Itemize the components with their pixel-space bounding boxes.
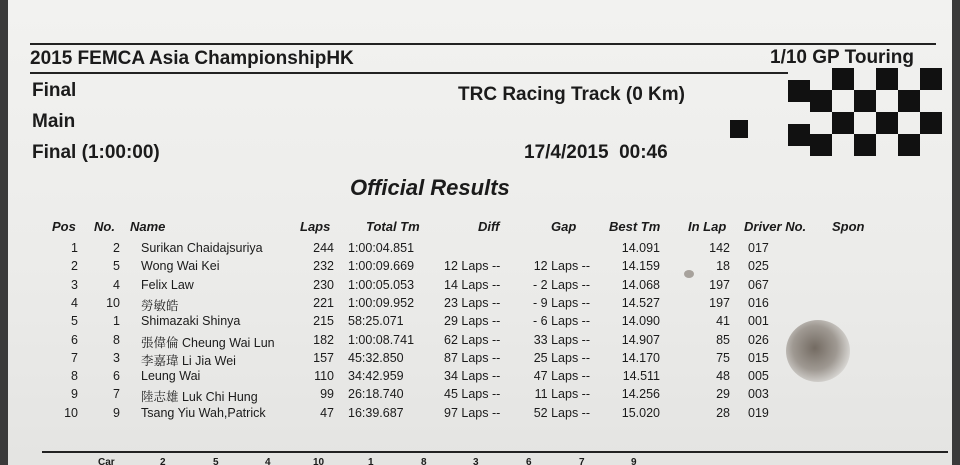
- cell-diff: 12 Laps --: [444, 259, 501, 274]
- small-black-square: [730, 120, 748, 138]
- footer-car-number: 9: [631, 457, 637, 465]
- cell-laps: 232: [313, 259, 334, 274]
- track-name: TRC Racing Track (0 Km): [458, 84, 685, 105]
- cell-driver: 019: [748, 405, 769, 420]
- page-heading: Official Results: [350, 175, 510, 200]
- cell-inlap: 29: [716, 387, 730, 402]
- date-time: 17/4/2015 00:46: [524, 142, 668, 163]
- results-sheet: [8, 0, 952, 465]
- footer-car-number: 7: [579, 457, 585, 465]
- cell-driver: 015: [748, 350, 769, 365]
- cell-pos: 4: [71, 295, 78, 310]
- flag-square: [898, 134, 920, 156]
- cell-laps: 221: [313, 295, 334, 310]
- cell-diff: 23 Laps --: [444, 295, 501, 310]
- cell-driver: 005: [748, 369, 769, 384]
- cell-no: 10: [106, 295, 120, 310]
- footer-car-number: 8: [421, 457, 427, 465]
- footer-car-number: 10: [313, 457, 325, 465]
- cell-name: 勞敏皓: [141, 298, 179, 313]
- cell-total: 58:25.071: [348, 314, 404, 329]
- cell-pos: 3: [71, 277, 78, 292]
- flag-square: [788, 80, 810, 102]
- cell-pos: 2: [71, 259, 78, 274]
- cell-pos: 1: [71, 241, 78, 255]
- col-no: No.: [94, 219, 115, 234]
- flag-square: [810, 134, 832, 156]
- cell-diff: 29 Laps --: [444, 314, 501, 329]
- cell-total: 16:39.687: [348, 405, 404, 420]
- cell-driver: 003: [748, 387, 769, 402]
- col-spon: Spon: [832, 219, 865, 234]
- cell-driver: 017: [748, 241, 769, 255]
- cell-laps: 182: [313, 332, 334, 347]
- flag-square: [854, 134, 876, 156]
- cell-gap: 25 Laps --: [533, 350, 590, 365]
- cell-gap: 47 Laps --: [533, 369, 590, 384]
- event-title: 2015 FEMCA Asia ChampionshipHK: [30, 48, 354, 69]
- cell-name: Shimazaki Shinya: [141, 314, 241, 329]
- cell-name: 張偉倫 Cheung Wai Lun: [141, 335, 275, 350]
- cell-no: 4: [113, 277, 120, 292]
- cell-inlap: 48: [716, 369, 730, 384]
- stain: [786, 320, 850, 382]
- flag-square: [876, 112, 898, 134]
- cell-diff: 87 Laps --: [444, 350, 501, 365]
- col-gap: Gap: [551, 219, 577, 234]
- cell-pos: 6: [71, 332, 78, 347]
- cell-pos: 5: [71, 314, 78, 329]
- cell-laps: 47: [320, 405, 334, 420]
- cell-inlap: 197: [709, 277, 730, 292]
- cell-no: 7: [113, 387, 120, 402]
- cell-best: 14.159: [621, 259, 660, 274]
- cell-name: 陸志雄 Luk Chi Hung: [141, 390, 258, 405]
- cell-gap: 33 Laps --: [533, 332, 590, 347]
- cell-total: 1:00:09.952: [348, 295, 415, 310]
- col-best: Best Tm: [609, 219, 661, 234]
- cell-inlap: 85: [716, 332, 730, 347]
- cell-no: 8: [113, 332, 120, 347]
- cell-best: 14.256: [621, 387, 660, 402]
- cell-laps: 157: [313, 350, 334, 365]
- cell-total: 1:00:04.851: [348, 241, 415, 255]
- group-name: Main: [32, 111, 76, 132]
- flag-square: [854, 90, 876, 112]
- cell-total: 1:00:09.669: [348, 259, 415, 274]
- cell-total: 34:42.959: [348, 369, 404, 384]
- cell-pos: 9: [71, 387, 78, 402]
- flag-square: [832, 112, 854, 134]
- cell-pos: 8: [71, 369, 78, 384]
- cell-gap: 11 Laps --: [534, 387, 590, 402]
- cell-name: Felix Law: [141, 277, 194, 292]
- cell-diff: 14 Laps --: [444, 277, 501, 292]
- cell-inlap: 197: [709, 295, 730, 310]
- cell-driver: 025: [748, 259, 769, 274]
- cell-diff: 34 Laps --: [444, 369, 501, 384]
- bottom-rule: [42, 451, 948, 453]
- cell-total: 1:00:05.053: [348, 277, 415, 292]
- cell-no: 1: [113, 314, 120, 329]
- col-total: Total Tm: [366, 219, 420, 234]
- footer-car-number: 6: [526, 457, 532, 465]
- cell-inlap: 142: [709, 241, 730, 255]
- cell-best: 14.068: [621, 277, 660, 292]
- cell-no: 6: [113, 369, 120, 384]
- cell-no: 5: [113, 259, 120, 274]
- col-driver: Driver No.: [744, 219, 807, 234]
- cell-diff: 97 Laps --: [444, 405, 501, 420]
- col-diff: Diff: [478, 219, 500, 234]
- cell-diff: 62 Laps --: [444, 332, 501, 347]
- cell-name: 李嘉瑋 Li Jia Wei: [141, 353, 236, 368]
- cell-name: Surikan Chaidajsuriya: [141, 241, 263, 255]
- flag-square: [832, 68, 854, 90]
- flag-square: [920, 112, 942, 134]
- footer-car-label: Car: [98, 457, 115, 465]
- footer-car-number: 1: [368, 457, 374, 465]
- flag-square: [876, 68, 898, 90]
- cell-no: 3: [113, 350, 120, 365]
- cell-best: 14.170: [621, 350, 660, 365]
- col-name: Name: [130, 219, 166, 234]
- cell-gap: - 9 Laps --: [533, 295, 590, 310]
- cell-diff: 45 Laps --: [444, 387, 501, 402]
- cell-gap: - 2 Laps --: [533, 277, 590, 292]
- cell-inlap: 18: [716, 259, 730, 274]
- cell-pos: 10: [64, 405, 78, 420]
- checkered-flag-icon: [788, 68, 942, 160]
- col-inlap: In Lap: [688, 219, 727, 234]
- cell-no: 9: [113, 405, 120, 420]
- cell-best: 14.091: [621, 241, 660, 255]
- col-laps: Laps: [300, 219, 331, 234]
- footer-car-number: 2: [160, 457, 166, 465]
- cell-total: 45:32.850: [348, 350, 404, 365]
- cell-name: Leung Wai: [141, 369, 201, 384]
- cell-name: Tsang Yiu Wah,Patrick: [141, 405, 266, 420]
- flag-square: [810, 90, 832, 112]
- flag-square: [898, 90, 920, 112]
- title-rule: [30, 72, 788, 74]
- cell-total: 26:18.740: [348, 387, 404, 402]
- col-pos: Pos: [52, 219, 76, 234]
- cell-inlap: 28: [716, 405, 730, 420]
- cell-laps: 99: [320, 387, 334, 402]
- cell-total: 1:00:08.741: [348, 332, 415, 347]
- cell-best: 14.907: [621, 332, 660, 347]
- session-type: Final: [32, 80, 77, 101]
- cell-best: 15.020: [621, 405, 660, 420]
- footer-car-number: 5: [213, 457, 219, 465]
- cell-best: 14.090: [621, 314, 660, 329]
- cell-driver: 016: [748, 295, 769, 310]
- cell-laps: 230: [313, 277, 334, 292]
- flag-square: [920, 68, 942, 90]
- cell-best: 14.527: [621, 295, 660, 310]
- cell-pos: 7: [71, 350, 78, 365]
- cell-gap: - 6 Laps --: [533, 314, 590, 329]
- cell-inlap: 41: [716, 314, 730, 329]
- cell-laps: 110: [314, 369, 334, 384]
- top-rule: [30, 43, 936, 45]
- cell-laps: 244: [313, 241, 334, 255]
- cell-inlap: 75: [716, 350, 730, 365]
- class-title: 1/10 GP Touring: [770, 47, 914, 68]
- cell-driver: 001: [748, 314, 769, 329]
- cell-gap: 12 Laps --: [533, 259, 590, 274]
- cell-laps: 215: [313, 314, 334, 329]
- cell-no: 2: [113, 241, 120, 255]
- final-duration: Final (1:00:00): [32, 142, 160, 163]
- cell-best: 14.511: [622, 369, 660, 384]
- stain-small: [684, 270, 694, 278]
- cell-driver: 026: [748, 332, 769, 347]
- footer-car-number: 4: [265, 457, 271, 465]
- cell-driver: 067: [748, 277, 769, 292]
- flag-square: [788, 124, 810, 146]
- footer-car-number: 3: [473, 457, 479, 465]
- cell-name: Wong Wai Kei: [141, 259, 220, 274]
- cell-gap: 52 Laps --: [533, 405, 590, 420]
